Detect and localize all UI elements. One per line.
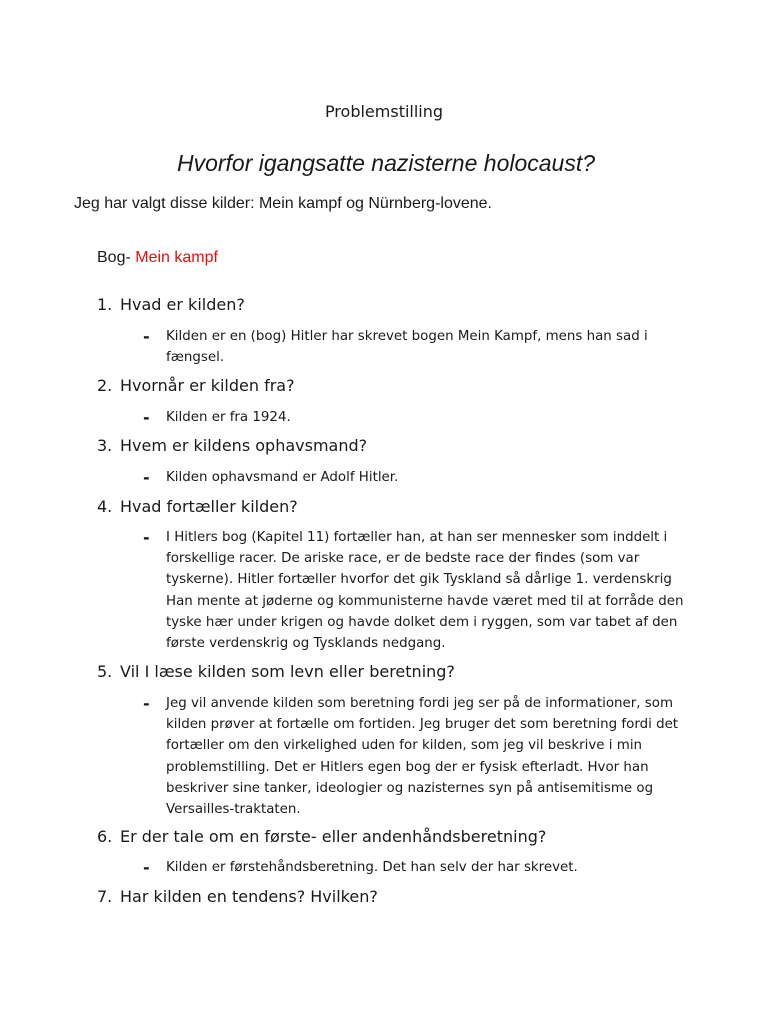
- bullet-dash: -: [143, 468, 150, 487]
- question-number: 5.: [97, 662, 113, 681]
- question-number: 6.: [97, 827, 113, 846]
- question-6: [97, 826, 546, 848]
- answer-text: Kilden er fra 1924.: [166, 410, 291, 425]
- question-number: 4.: [97, 497, 113, 516]
- section-heading: Problemstilling: [324, 102, 444, 121]
- answer-text: Kilden ophavsmand er Adolf Hitler.: [166, 470, 399, 485]
- question-text: Hvad er kilden?: [120, 295, 245, 314]
- answer-text: Kilden er førstehåndsberetning. Det han selv der har skrevet.: [166, 860, 578, 875]
- bullet-dash: -: [143, 327, 150, 346]
- bullet-dash: -: [143, 858, 150, 877]
- intro-text: Jeg har valgt disse kilder: Mein kampf og Nürnberg-lovene.: [74, 195, 492, 212]
- question-4: [97, 496, 298, 518]
- source-line: [97, 247, 218, 269]
- question-text: Har kilden en tendens? Hvilken?: [120, 887, 378, 906]
- source-prefix: Bog-: [97, 249, 136, 266]
- question-3: [97, 435, 367, 457]
- question-5: [97, 661, 455, 683]
- answer-text: Kilden er en (bog) Hitler har skrevet bogen Mein Kampf, mens han sad i fængsel.: [166, 329, 648, 366]
- question-number: 7.: [97, 887, 113, 906]
- question-number: 2.: [97, 376, 113, 395]
- question-text: Er der tale om en første- eller andenhåndsberetning?: [120, 827, 547, 846]
- question-1: [97, 294, 245, 316]
- source-name: Mein kampf: [135, 249, 218, 266]
- answer-text: Jeg vil anvende kilden som beretning fordi jeg ser på de informationer, som kilden prøver at fortælle om fortiden. Jeg bruger det som beretning fordi det fortæller om den virkelighed uden for kilden, som jeg vil beskrive i min problemstilling. Det er Hitlers egen bog der er fysisk efterladt. Hvor han beskriver sine tanker, ideologier og nazisternes syn på antisemitisme og Versailles-traktaten.: [166, 696, 679, 818]
- bullet-dash: -: [143, 408, 150, 427]
- question-7: [97, 886, 378, 908]
- question-number: 1.: [97, 295, 113, 314]
- question-number: 3.: [97, 436, 113, 455]
- document-title: Hvorfor igangsatte nazisterne holocaust?: [176, 150, 596, 176]
- question-text: Hvem er kildens ophavsmand?: [120, 436, 368, 455]
- question-text: Hvornår er kilden fra?: [120, 376, 295, 395]
- question-text: Vil I læse kilden som levn eller beretning?: [120, 662, 455, 681]
- question-2: [97, 375, 295, 397]
- answer-text: I Hitlers bog (Kapitel 11) fortæller han, at han ser mennesker som inddelt i forskellige racer. De ariske race, er de bedste race der findes (som var tyskerne). Hitler fortæller hvorfor det gik Tyskland så dårlige 1. verdenskrig Han mente at jøderne og kommunisterne havde været med til at forråde den tyske hær under krigen og havde dolket dem i ryggen, som var tabet af den første verdenskrig og Tysklands nedgang.: [166, 530, 684, 652]
- question-text: Hvad fortæller kilden?: [120, 497, 298, 516]
- bullet-dash: -: [143, 528, 150, 547]
- bullet-dash: -: [143, 694, 150, 713]
